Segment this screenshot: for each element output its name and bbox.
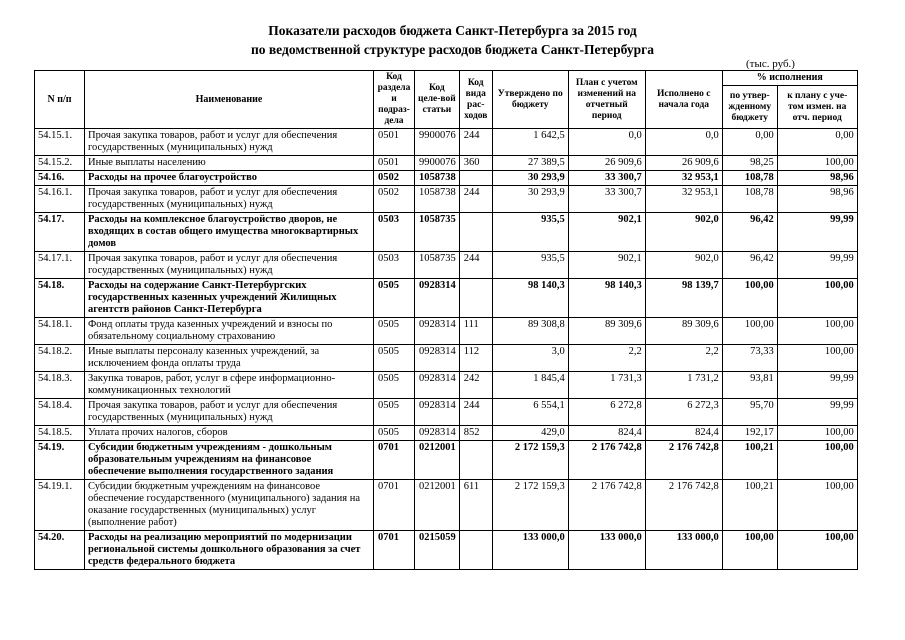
row-target-code: 0215059 bbox=[415, 531, 460, 570]
table-row bbox=[35, 345, 858, 372]
row-number: 54.17. bbox=[35, 213, 85, 252]
header-executed: Исполнено с начала года bbox=[645, 71, 722, 129]
table-row bbox=[35, 531, 858, 570]
table-row bbox=[35, 186, 858, 213]
table-body bbox=[35, 129, 858, 570]
row-pct-approved: 100,21 bbox=[722, 480, 777, 531]
row-number: 54.18.5. bbox=[35, 426, 85, 441]
row-number: 54.20. bbox=[35, 531, 85, 570]
row-target-code: 1058738 bbox=[415, 171, 460, 186]
row-section-code: 0701 bbox=[374, 480, 415, 531]
row-pct-approved: 192,17 bbox=[722, 426, 777, 441]
row-approved: 935,5 bbox=[492, 252, 568, 279]
row-pct-approved: 96,42 bbox=[722, 213, 777, 252]
table-row bbox=[35, 399, 858, 426]
row-name: Фонд оплаты труда казенных учреждений и взносы по обязательному социальному страхованию bbox=[85, 318, 374, 345]
row-section-code: 0503 bbox=[374, 252, 415, 279]
row-approved: 1 845,4 bbox=[492, 372, 568, 399]
row-section-code: 0505 bbox=[374, 279, 415, 318]
row-pct-plan: 100,00 bbox=[777, 318, 857, 345]
header-np: N п/п bbox=[35, 71, 85, 129]
unit-note: (тыс. руб.) bbox=[746, 58, 795, 70]
row-number: 54.19.1. bbox=[35, 480, 85, 531]
row-section-code: 0505 bbox=[374, 318, 415, 345]
row-target-code: 9900076 bbox=[415, 156, 460, 171]
row-target-code: 0928314 bbox=[415, 279, 460, 318]
header-name: Наименование bbox=[85, 71, 374, 129]
table-row bbox=[35, 480, 858, 531]
row-executed: 6 272,3 bbox=[645, 399, 722, 426]
row-pct-approved: 73,33 bbox=[722, 345, 777, 372]
row-type-code bbox=[459, 279, 492, 318]
table-row bbox=[35, 372, 858, 399]
row-target-code: 0928314 bbox=[415, 372, 460, 399]
header-approved: Утверждено по бюджету bbox=[492, 71, 568, 129]
row-plan: 33 300,7 bbox=[568, 171, 645, 186]
row-number: 54.16. bbox=[35, 171, 85, 186]
header-pct-plan: к плану с уче-том измен. на отч. период bbox=[777, 86, 857, 129]
row-pct-plan: 0,00 bbox=[777, 129, 857, 156]
header-type: Код вида рас-ходов bbox=[459, 71, 492, 129]
row-target-code: 9900076 bbox=[415, 129, 460, 156]
row-executed: 32 953,1 bbox=[645, 171, 722, 186]
row-pct-plan: 99,99 bbox=[777, 399, 857, 426]
row-approved: 30 293,9 bbox=[492, 171, 568, 186]
row-name: Иные выплаты персоналу казенных учреждений, за исключением фонда оплаты труда bbox=[85, 345, 374, 372]
row-pct-approved: 95,70 bbox=[722, 399, 777, 426]
row-approved: 89 308,8 bbox=[492, 318, 568, 345]
row-plan: 89 309,6 bbox=[568, 318, 645, 345]
row-plan: 824,4 bbox=[568, 426, 645, 441]
row-pct-plan: 100,00 bbox=[777, 156, 857, 171]
row-pct-approved: 108,78 bbox=[722, 186, 777, 213]
row-plan: 2,2 bbox=[568, 345, 645, 372]
row-target-code: 1058735 bbox=[415, 252, 460, 279]
row-plan: 98 140,3 bbox=[568, 279, 645, 318]
row-approved: 98 140,3 bbox=[492, 279, 568, 318]
row-section-code: 0701 bbox=[374, 441, 415, 480]
row-approved: 2 172 159,3 bbox=[492, 441, 568, 480]
row-number: 54.15.1. bbox=[35, 129, 85, 156]
row-type-code: 111 bbox=[459, 318, 492, 345]
row-pct-plan: 100,00 bbox=[777, 441, 857, 480]
row-section-code: 0503 bbox=[374, 213, 415, 252]
row-plan: 902,1 bbox=[568, 252, 645, 279]
row-pct-plan: 99,99 bbox=[777, 213, 857, 252]
row-name: Прочая закупка товаров, работ и услуг для обеспечения государственных (муниципальных) нужд bbox=[85, 252, 374, 279]
row-target-code: 0928314 bbox=[415, 345, 460, 372]
row-type-code bbox=[459, 171, 492, 186]
row-executed: 98 139,7 bbox=[645, 279, 722, 318]
row-section-code: 0505 bbox=[374, 399, 415, 426]
row-section-code: 0501 bbox=[374, 156, 415, 171]
row-type-code: 360 bbox=[459, 156, 492, 171]
row-pct-approved: 98,25 bbox=[722, 156, 777, 171]
header-target: Код целе-вой статьи bbox=[415, 71, 460, 129]
row-name: Иные выплаты населению bbox=[85, 156, 374, 171]
row-number: 54.19. bbox=[35, 441, 85, 480]
row-pct-approved: 100,21 bbox=[722, 441, 777, 480]
row-target-code: 0928314 bbox=[415, 426, 460, 441]
row-section-code: 0501 bbox=[374, 129, 415, 156]
row-pct-plan: 98,96 bbox=[777, 186, 857, 213]
row-section-code: 0701 bbox=[374, 531, 415, 570]
row-type-code: 112 bbox=[459, 345, 492, 372]
row-executed: 2 176 742,8 bbox=[645, 441, 722, 480]
row-pct-plan: 100,00 bbox=[777, 345, 857, 372]
row-approved: 2 172 159,3 bbox=[492, 480, 568, 531]
row-number: 54.18.2. bbox=[35, 345, 85, 372]
row-section-code: 0502 bbox=[374, 186, 415, 213]
row-number: 54.16.1. bbox=[35, 186, 85, 213]
table-row bbox=[35, 213, 858, 252]
row-pct-approved: 108,78 bbox=[722, 171, 777, 186]
row-name: Прочая закупка товаров, работ и услуг для обеспечения государственных (муниципальных) нужд bbox=[85, 186, 374, 213]
row-pct-plan: 100,00 bbox=[777, 426, 857, 441]
row-name: Расходы на содержание Санкт-Петербургских государственных казенных учреждений Жилищных агентств районов Санкт-Петербурга bbox=[85, 279, 374, 318]
row-section-code: 0502 bbox=[374, 171, 415, 186]
row-plan: 26 909,6 bbox=[568, 156, 645, 171]
row-target-code: 0928314 bbox=[415, 399, 460, 426]
row-pct-approved: 96,42 bbox=[722, 252, 777, 279]
row-name: Уплата прочих налогов, сборов bbox=[85, 426, 374, 441]
row-pct-approved: 100,00 bbox=[722, 279, 777, 318]
header-section: Код раздела и подраз-дела bbox=[374, 71, 415, 129]
row-type-code bbox=[459, 441, 492, 480]
row-plan: 902,1 bbox=[568, 213, 645, 252]
table-row bbox=[35, 426, 858, 441]
row-pct-plan: 100,00 bbox=[777, 279, 857, 318]
row-executed: 89 309,6 bbox=[645, 318, 722, 345]
row-name: Расходы на прочее благоустройство bbox=[85, 171, 374, 186]
row-target-code: 1058738 bbox=[415, 186, 460, 213]
row-executed: 0,0 bbox=[645, 129, 722, 156]
row-name: Прочая закупка товаров, работ и услуг для обеспечения государственных (муниципальных) нужд bbox=[85, 399, 374, 426]
row-name: Расходы на комплексное благоустройство дворов, не входящих в состав общего имущества многоквартирных домов bbox=[85, 213, 374, 252]
header-plan: План с учетом изменений на отчетный период bbox=[568, 71, 645, 129]
header-pct-group: % исполнения bbox=[722, 71, 857, 86]
row-name: Закупка товаров, работ, услуг в сфере информационно-коммуникационных технологий bbox=[85, 372, 374, 399]
table-row bbox=[35, 252, 858, 279]
row-number: 54.18.1. bbox=[35, 318, 85, 345]
row-section-code: 0505 bbox=[374, 345, 415, 372]
row-pct-approved: 100,00 bbox=[722, 318, 777, 345]
row-executed: 902,0 bbox=[645, 252, 722, 279]
table-row bbox=[35, 441, 858, 480]
row-executed: 133 000,0 bbox=[645, 531, 722, 570]
row-number: 54.15.2. bbox=[35, 156, 85, 171]
row-approved: 6 554,1 bbox=[492, 399, 568, 426]
document-subtitle: по ведомственной структуре расходов бюджета Санкт-Петербурга bbox=[250, 42, 655, 57]
row-plan: 2 176 742,8 bbox=[568, 441, 645, 480]
row-pct-plan: 100,00 bbox=[777, 480, 857, 531]
row-approved: 30 293,9 bbox=[492, 186, 568, 213]
row-pct-approved: 0,00 bbox=[722, 129, 777, 156]
row-type-code: 244 bbox=[459, 252, 492, 279]
row-plan: 6 272,8 bbox=[568, 399, 645, 426]
row-executed: 902,0 bbox=[645, 213, 722, 252]
row-target-code: 0212001 bbox=[415, 441, 460, 480]
row-approved: 133 000,0 bbox=[492, 531, 568, 570]
row-executed: 824,4 bbox=[645, 426, 722, 441]
row-type-code: 611 bbox=[459, 480, 492, 531]
row-approved: 3,0 bbox=[492, 345, 568, 372]
row-pct-plan: 98,96 bbox=[777, 171, 857, 186]
header-pct-approved: по утвер-жденному бюджету bbox=[722, 86, 777, 129]
row-plan: 2 176 742,8 bbox=[568, 480, 645, 531]
row-target-code: 0212001 bbox=[415, 480, 460, 531]
row-section-code: 0505 bbox=[374, 426, 415, 441]
row-pct-approved: 93,81 bbox=[722, 372, 777, 399]
row-number: 54.18.4. bbox=[35, 399, 85, 426]
table-row bbox=[35, 171, 858, 186]
row-type-code: 852 bbox=[459, 426, 492, 441]
row-executed: 1 731,2 bbox=[645, 372, 722, 399]
row-plan: 33 300,7 bbox=[568, 186, 645, 213]
row-name: Расходы на реализацию мероприятий по модернизации региональной системы дошкольного образования за счет средств федерального бюджета bbox=[85, 531, 374, 570]
row-executed: 2,2 bbox=[645, 345, 722, 372]
row-target-code: 0928314 bbox=[415, 318, 460, 345]
table-row bbox=[35, 156, 858, 171]
row-type-code: 244 bbox=[459, 129, 492, 156]
row-name: Субсидии бюджетным учреждениям - дошкольным образовательным учреждениям на финансовое обеспечение выполнения государственного задания bbox=[85, 441, 374, 480]
row-executed: 26 909,6 bbox=[645, 156, 722, 171]
row-plan: 0,0 bbox=[568, 129, 645, 156]
row-approved: 27 389,5 bbox=[492, 156, 568, 171]
row-approved: 429,0 bbox=[492, 426, 568, 441]
row-target-code: 1058735 bbox=[415, 213, 460, 252]
row-executed: 2 176 742,8 bbox=[645, 480, 722, 531]
document-title: Показатели расходов бюджета Санкт-Петербурга за 2015 год bbox=[268, 23, 637, 38]
row-pct-plan: 99,99 bbox=[777, 252, 857, 279]
row-plan: 1 731,3 bbox=[568, 372, 645, 399]
row-type-code: 242 bbox=[459, 372, 492, 399]
row-executed: 32 953,1 bbox=[645, 186, 722, 213]
row-pct-plan: 99,99 bbox=[777, 372, 857, 399]
row-pct-approved: 100,00 bbox=[722, 531, 777, 570]
row-section-code: 0505 bbox=[374, 372, 415, 399]
table-row bbox=[35, 279, 858, 318]
row-name: Прочая закупка товаров, работ и услуг для обеспечения государственных (муниципальных) нужд bbox=[85, 129, 374, 156]
row-approved: 935,5 bbox=[492, 213, 568, 252]
row-number: 54.18.3. bbox=[35, 372, 85, 399]
row-name: Субсидии бюджетным учреждениям на финансовое обеспечение государственного (муниципального) задания на оказание государственных (муниципальных) услуг (выполнение работ) bbox=[85, 480, 374, 531]
row-type-code bbox=[459, 531, 492, 570]
row-approved: 1 642,5 bbox=[492, 129, 568, 156]
row-pct-plan: 100,00 bbox=[777, 531, 857, 570]
row-type-code: 244 bbox=[459, 399, 492, 426]
table-row bbox=[35, 318, 858, 345]
table-row bbox=[35, 129, 858, 156]
row-type-code: 244 bbox=[459, 186, 492, 213]
row-number: 54.17.1. bbox=[35, 252, 85, 279]
row-number: 54.18. bbox=[35, 279, 85, 318]
row-type-code bbox=[459, 213, 492, 252]
row-plan: 133 000,0 bbox=[568, 531, 645, 570]
budget-table bbox=[34, 70, 858, 570]
